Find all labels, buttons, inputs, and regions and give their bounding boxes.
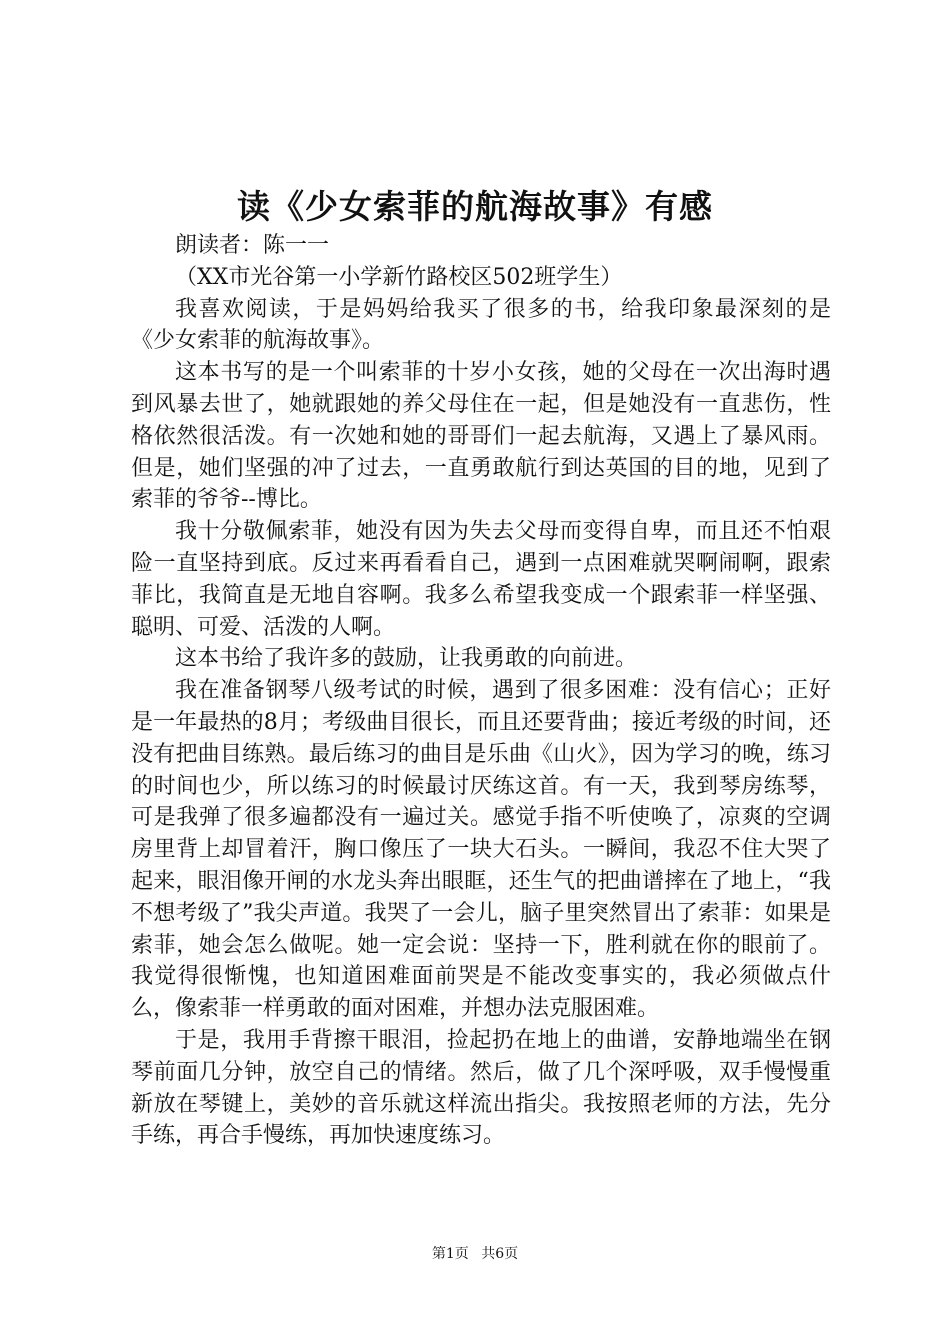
document-title: 读《少女索菲的航海故事》有感: [237, 187, 713, 226]
paragraph: 这本书给了我许多的鼓励，让我勇敢的向前进。: [175, 646, 638, 672]
page-number: 第1页: [431, 1246, 469, 1262]
paragraph: 这本书写的是一个叫索菲的十岁小女孩，她的父母在一次出海时遇到风暴去世了，她就跟她的养父母住在一起，但是她没有一直悲伤，性格依然很活泼。有一次她和她的哥哥们一起去航海，又遇上了暴风雨。但是，她们坚强的冲了过去，一直勇敢航行到达英国的目的地，见到了索菲的爷爷--博比。: [131, 360, 831, 513]
paragraph: 于是，我用手背擦干眼泪，捡起扔在地上的曲谱，安静地端坐在钢琴前面几分钟，放空自己的情绪。然后，做了几个深呼吸，双手慢慢重新放在琴键上，美妙的音乐就这样流出指尖。我按照老师的方法，先分手练，再合手慢练，再加快速度练习。: [131, 1027, 831, 1149]
paragraph: 我在准备钢琴八级考试的时候，遇到了很多困难：没有信心；正好是一年最热的8月；考级曲目很长，而且还要背曲；接近考级的时间，还没有把曲目练熟。最后练习的曲目是乐曲《山火》，因为学习的晚，练习的时间也少，所以练习的时候最讨厌练这首。有一天，我到琴房练琴，可是我弹了很多遍都没有一遍过关。感觉手指不听使唤了，凉爽的空调房里背上却冒着汗，胸口像压了一块大石头。一瞬间，我忍不住大哭了起来，眼泪像开闸的水龙头奔出眼眶，还生气的把曲谱摔在了地上，“我不想考级了”我尖声道。我哭了一会儿，脑子里突然冒出了索菲：如果是索菲，她会怎么做呢。她一定会说：坚持一下，胜利就在你的眼前了。我觉得很惭愧，也知道困难面前哭是不能改变事实的，我必须做点什么，像索菲一样勇敢的面对困难，并想办法克服困难。: [131, 678, 831, 1022]
page-total: 共6页: [481, 1246, 519, 1262]
paragraph: 我十分敬佩索菲，她没有因为失去父母而变得自卑，而且还不怕艰险一直坚持到底。反过来再看看自己，遇到一点困难就哭啊闹啊，跟索菲比，我简直是无地自容啊。我多么希望我变成一个跟索菲一样坚强、聪明、可爱、活泼的人啊。: [131, 519, 831, 640]
school-line: （XX市光谷第一小学新竹路校区502班学生）: [175, 264, 623, 290]
document-body: [131, 230, 831, 1152]
reader-line: 朗读者：陈一一: [175, 233, 330, 258]
paragraph: 我喜欢阅读，于是妈妈给我买了很多的书，给我印象最深刻的是《少女索菲的航海故事》。: [131, 296, 831, 354]
page-footer: [0, 1244, 950, 1264]
